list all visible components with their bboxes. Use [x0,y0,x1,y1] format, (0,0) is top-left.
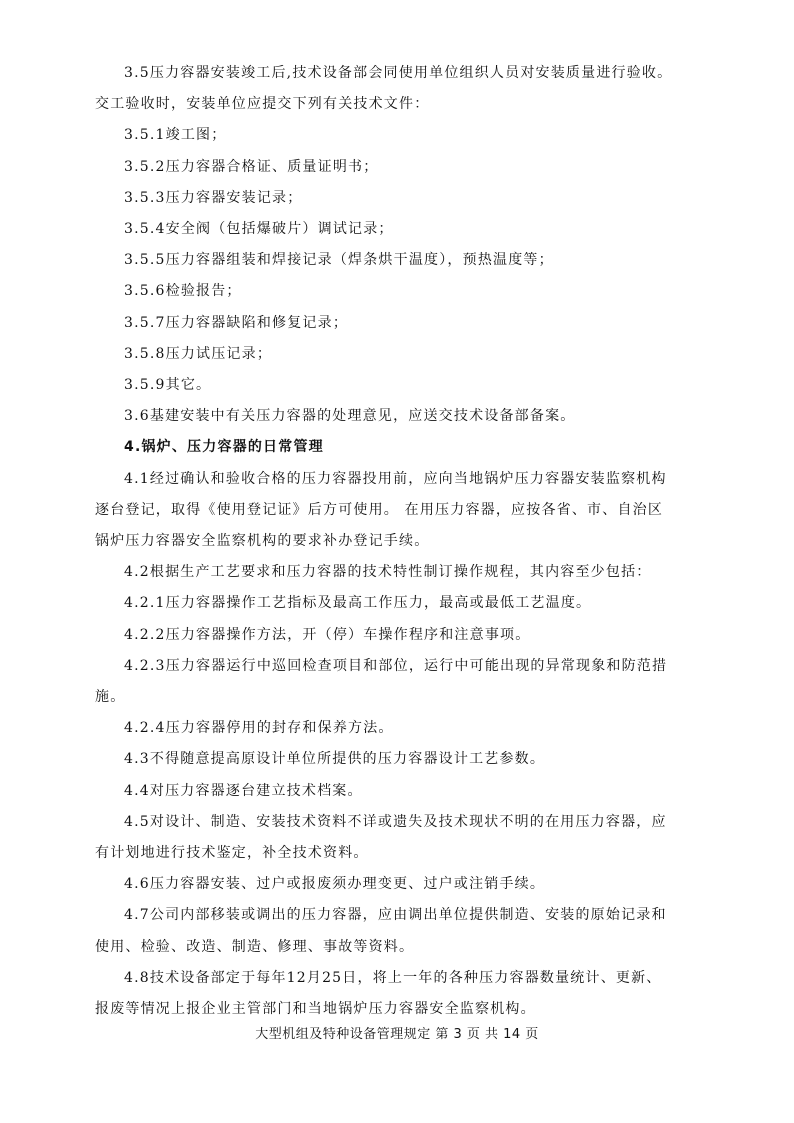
list-item-3-5-6: 3.5.6检验报告； [124,283,242,300]
list-item-3-5-1: 3.5.1竣工图； [124,127,227,144]
list-item-4-2-2: 4.2.2压力容器操作方法，开（停）车操作程序和注意事项。 [124,626,531,643]
paragraph-4-5-cont: 有计划地进行技术鉴定，补全技术资料。 [95,845,369,862]
list-item-4-2-1: 4.2.1压力容器操作工艺指标及最高工作压力，最高或最低工艺温度。 [124,595,592,612]
list-item-3-5-3: 3.5.3压力容器安装记录； [124,189,303,206]
list-item-4-2-3: 4.2.3压力容器运行中巡回检查项目和部位，运行中可能出现的异常现象和防范措 [124,657,668,674]
paragraph-3-5: 3.5压力容器安装竣工后,技术设备部会同使用单位组织人员对安装质量进行验收。 [124,65,673,81]
list-item-4-2-4: 4.2.4压力容器停用的封存和保养方法。 [124,720,394,737]
page-footer: 大型机组及特种设备管理规定 第 3 页 共 14 页 [255,1027,539,1042]
paragraph-4-7: 4.7公司内部移装或调出的压力容器，应由调出单位提供制造、安装的原始记录和 [124,907,667,924]
list-item-4-2-3-cont: 施。 [95,689,126,706]
paragraph-4-2: 4.2根据生产工艺要求和压力容器的技术特性制订操作规程，其内容至少包括： [124,564,652,581]
paragraph-4-1: 4.1经过确认和验收合格的压力容器投用前，应向当地锅炉压力容器安装监察机构 [124,470,667,487]
paragraph-4-1-cont-1: 逐台登记，取得《使用登记证》后方可使用。 在用压力容器，应按各省、市、自治区 [95,501,664,518]
list-item-3-5-4: 3.5.4安全阀（包括爆破片）调试记录； [124,221,394,238]
section-heading-4: 4.锅炉、压力容器的日常管理 [124,439,324,456]
list-item-3-5-8: 3.5.8压力试压记录； [124,345,273,362]
paragraph-4-8: 4.8技术设备部定于每年12月25日，将上一年的各种压力容器数量统计、更新、 [124,969,662,986]
list-item-3-5-5: 3.5.5压力容器组装和焊接记录（焊条烘干温度），预热温度等； [124,252,554,269]
list-item-3-5-9: 3.5.9其它。 [124,377,212,394]
paragraph-4-7-cont: 使用、检验、改造、制造、修理、事故等资料。 [95,938,415,955]
paragraph-3-5-cont: 交工验收时，安装单位应提交下列有关技术文件： [95,96,430,113]
document-body [95,58,710,1025]
paragraph-4-6: 4.6压力容器安装、过户或报废须办理变更、过户或注销手续。 [124,876,546,893]
paragraph-3-6: 3.6基建安装中有关压力容器的处理意见，应送交技术设备部备案。 [124,408,576,425]
paragraph-4-8-cont: 报废等情况上报企业主管部门和当地锅炉压力容器安全监察机构。 [95,1001,536,1018]
list-item-3-5-2: 3.5.2压力容器合格证、质量证明书； [124,158,379,175]
paragraph-4-1-cont-2: 锅炉压力容器安全监察机构的要求补办登记手续。 [95,533,430,550]
paragraph-4-5: 4.5对设计、制造、安装技术资料不详或遗失及技术现状不明的在用压力容器，应 [124,813,667,830]
paragraph-4-3: 4.3不得随意提高原设计单位所提供的压力容器设计工艺参数。 [124,751,546,768]
paragraph-4-4: 4.4对压力容器逐台建立技术档案。 [124,782,363,799]
list-item-3-5-7: 3.5.7压力容器缺陷和修复记录； [124,314,349,331]
